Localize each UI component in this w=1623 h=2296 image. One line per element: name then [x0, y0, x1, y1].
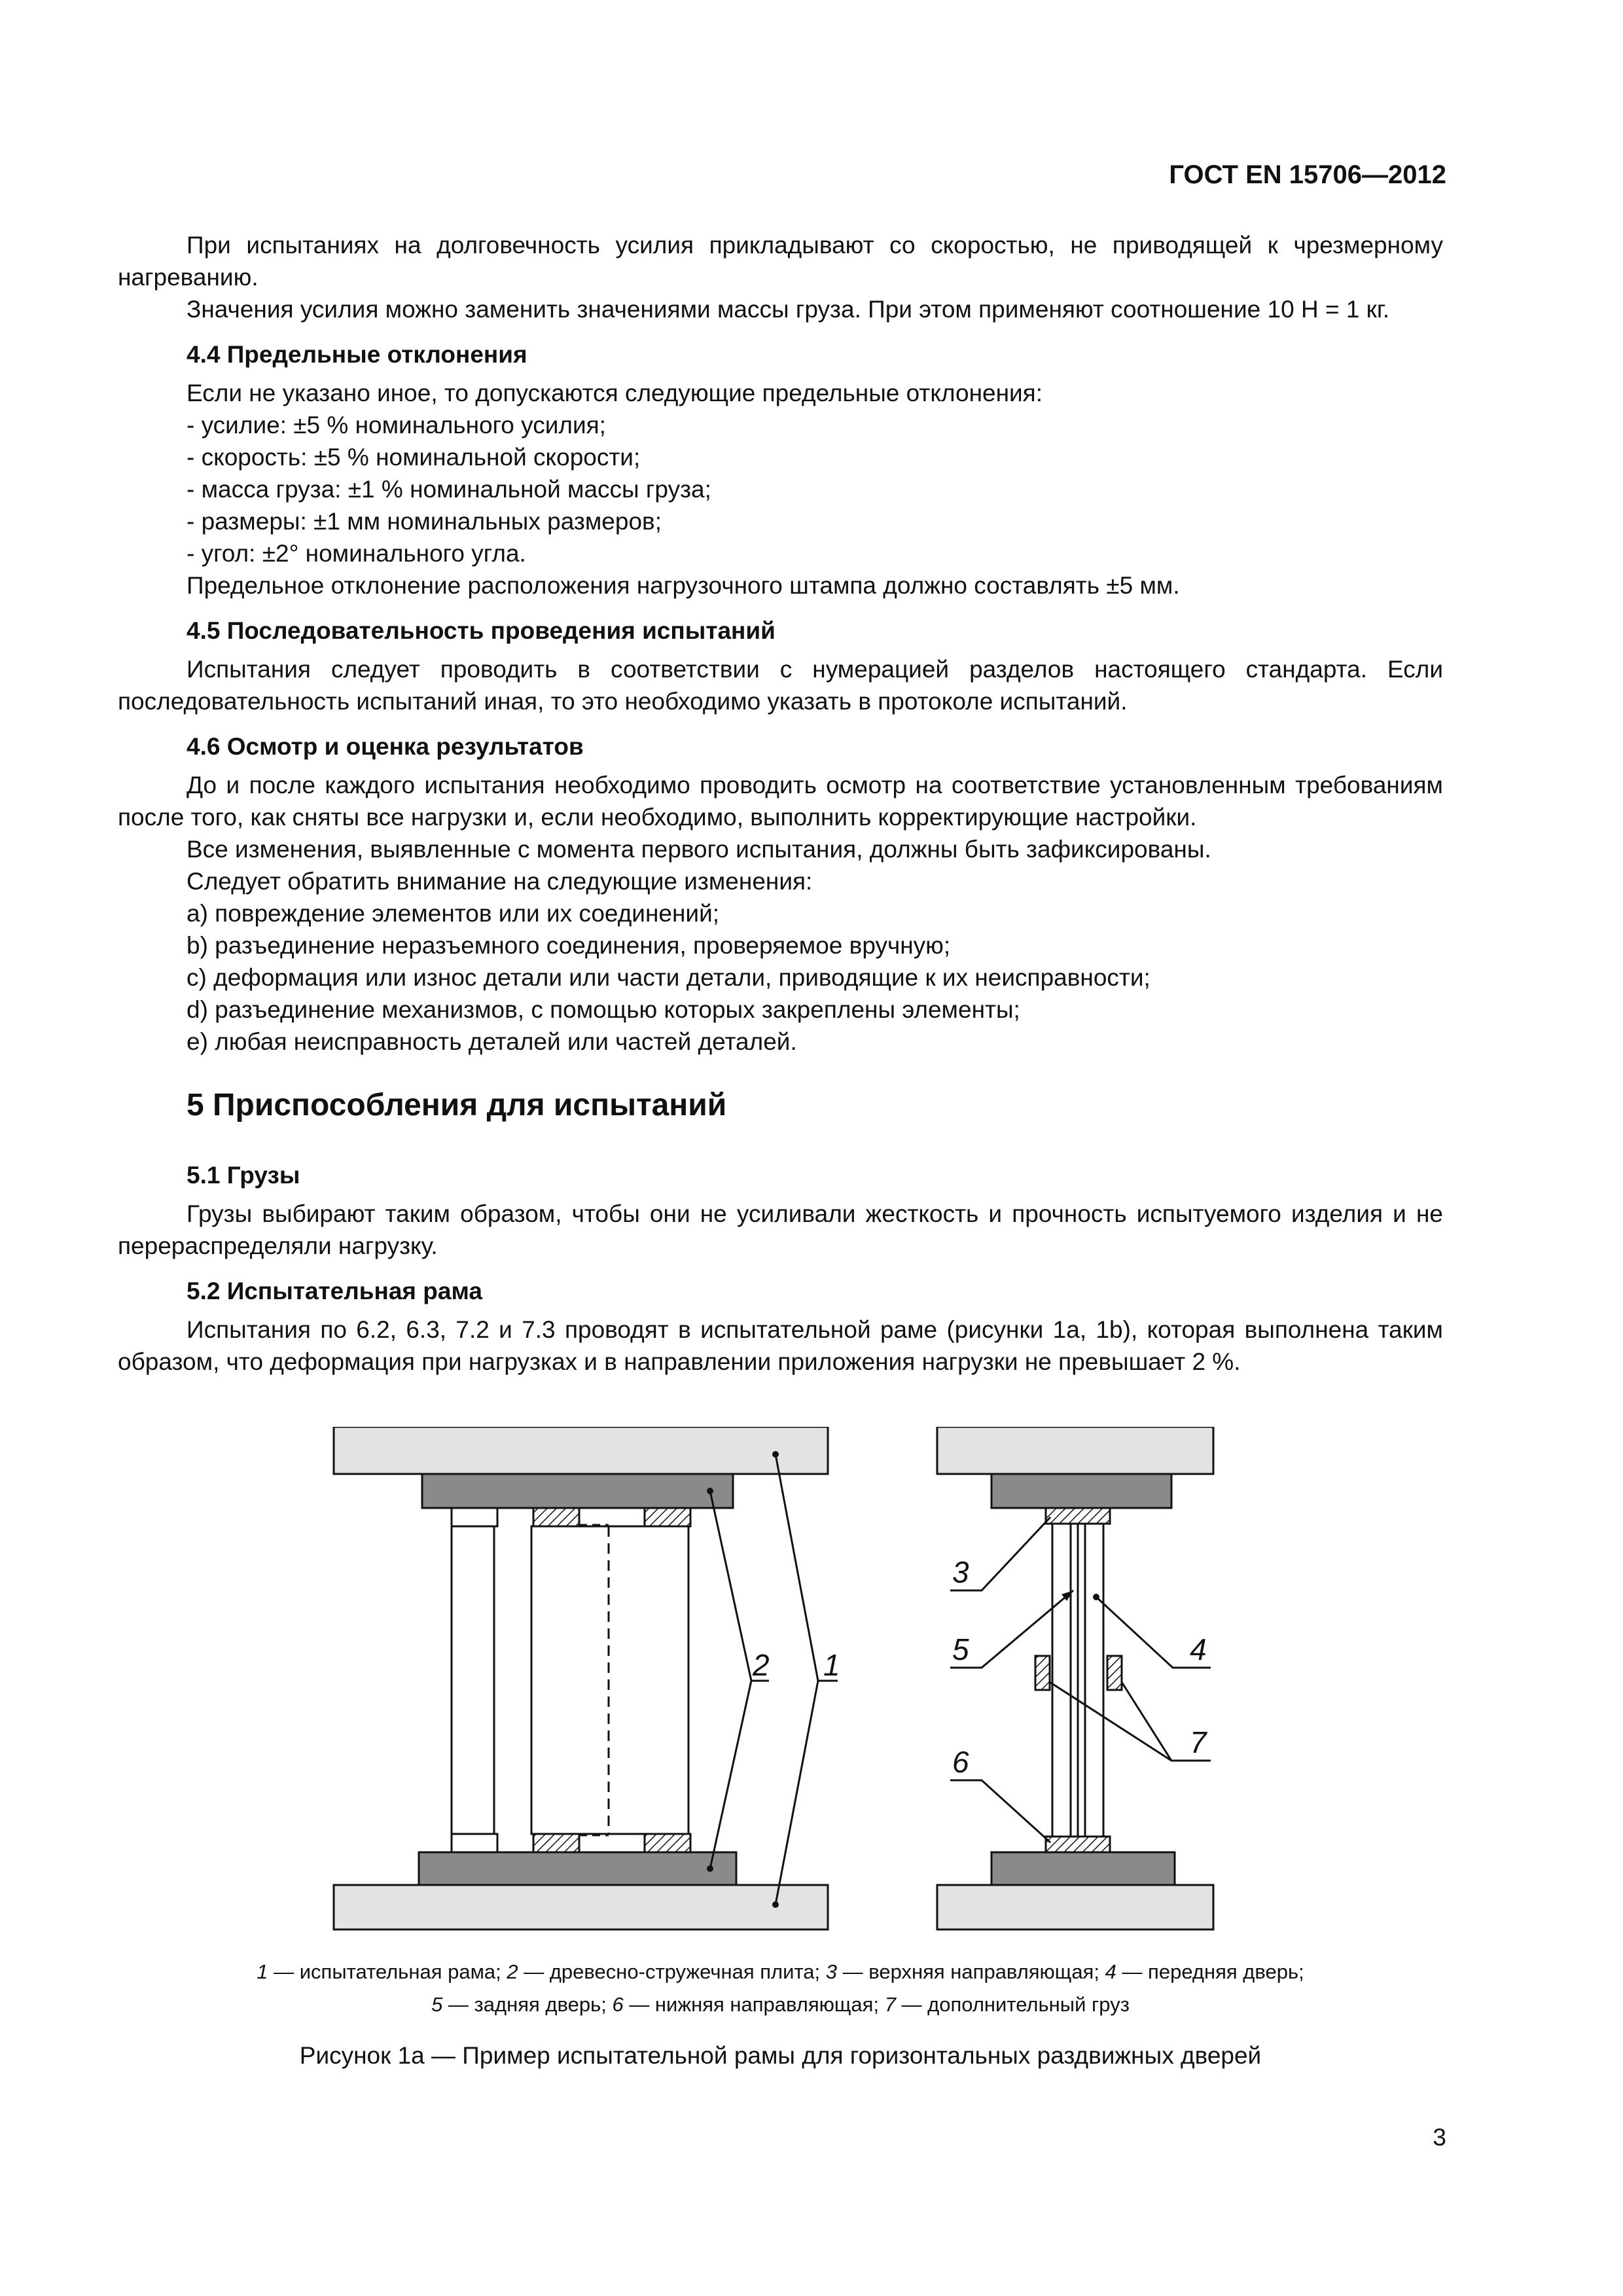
figure-label-1: 1: [823, 1648, 840, 1682]
list-item: - скорость: ±5 % номинальной скорости;: [187, 444, 641, 471]
guide-bottom-hatched: [533, 1834, 579, 1852]
list-item: c) деформация или износ детали или части детали, приводящие к их неисправности;: [187, 964, 1150, 991]
board-bottom-left: [419, 1852, 736, 1885]
list-item: d) разъединение механизмов, с помощью которых закреплены элементы;: [187, 996, 1020, 1023]
paragraph: Предельное отклонение расположения нагрузочного штампа должно составлять ±5 мм.: [187, 572, 1180, 599]
board-top-right: [991, 1474, 1171, 1508]
frame-top-left: [334, 1427, 828, 1474]
list-item: - размеры: ±1 мм номинальных размеров;: [187, 508, 662, 535]
figure-label-6: 6: [952, 1745, 969, 1779]
paragraph: Значения усилия можно заменить значениями массы груза. При этом применяют соотношение 10 Н = 1 кг.: [187, 296, 1390, 323]
paragraph: Испытания по 6.2, 6.3, 7.2 и 7.3 проводят в испытательной раме (рисунки 1а, 1b), которая выполнена таким образом, что деформация при нагрузках и в направлении приложения нагрузки не превышает 2 %.: [118, 1316, 1443, 1375]
paragraph: Следует обратить внимание на следующие изменения:: [187, 868, 813, 895]
list-item: e) любая неисправность деталей или частей деталей.: [187, 1028, 797, 1055]
guide-bottom-block: [452, 1834, 497, 1852]
figure-label-5: 5: [952, 1632, 969, 1666]
board-bottom-right: [991, 1852, 1175, 1885]
legend-num: 1: [257, 1960, 268, 1983]
frame-top-right: [937, 1427, 1213, 1474]
section-heading-4-5: 4.5 Последовательность проведения испытаний: [187, 617, 776, 644]
figure-label-2: 2: [753, 1648, 770, 1682]
extra-weight-right: [1107, 1656, 1122, 1690]
section-heading-5-2: 5.2 Испытательная рама: [187, 1278, 482, 1304]
paragraph: Испытания следует проводить в соответствии с нумерацией разделов настоящего стандарта. Если последовательность испытаний иная, то это необходимо указать в протоколе испытаний.: [118, 656, 1443, 715]
extra-weight-left: [1035, 1656, 1050, 1690]
page-number: 3: [1433, 2124, 1446, 2151]
paragraph: Все изменения, выявленные с момента первого испытания, должны быть зафиксированы.: [187, 836, 1211, 863]
list-item: - угол: ±2° номинального угла.: [187, 540, 526, 567]
figure-label-4: 4: [1190, 1632, 1207, 1666]
paragraph: При испытаниях на долговечность усилия прикладывают со скоростью, не приводящей к чрезмерному нагреванию.: [118, 232, 1443, 291]
board-top-left: [422, 1474, 733, 1508]
list-item: - усилие: ±5 % номинального усилия;: [187, 412, 606, 439]
guide-top-hatched: [533, 1508, 579, 1526]
paragraph: Грузы выбирают таким образом, чтобы они не усиливали жесткость и прочность испытуемого изделия и не перераспределяли нагрузку.: [118, 1200, 1443, 1259]
guide-top-hatched: [645, 1508, 690, 1526]
figure-legend: 1 — испытательная рама; 2 — древесно-стружечная плита; 3 — верхняя направляющая; 4 — передняя дверь; 5 — задняя дверь; 6 — нижняя направляющая; 7 — дополнительный груз: [257, 1960, 1304, 2016]
door-back-right: [1052, 1524, 1071, 1837]
test-frame-figure: [327, 1427, 1224, 1931]
section-heading-5-1: 5.1 Грузы: [187, 1162, 300, 1189]
frame-bottom-left: [334, 1885, 828, 1929]
section-heading-5: 5 Приспособления для испытаний: [187, 1088, 727, 1122]
figure-label-3: 3: [952, 1555, 969, 1589]
list-item: b) разъединение неразъемного соединения, проверяемое вручную;: [187, 932, 951, 959]
guide-top-block: [452, 1508, 497, 1526]
paragraph: До и после каждого испытания необходимо проводить осмотр на соответствие установленным требованиям после того, как сняты все нагрузки и, если необходимо, выполнить корректирующие настройки.: [118, 772, 1443, 831]
frame-bottom-right: [937, 1885, 1213, 1929]
upper-guide: [1046, 1508, 1110, 1524]
door-front-left: [452, 1526, 494, 1834]
list-item: - масса груза: ±1 % номинальной массы груза;: [187, 476, 711, 503]
guide-bottom-hatched: [645, 1834, 690, 1852]
document-body: [118, 229, 1443, 1378]
door-front-right: [1085, 1524, 1103, 1837]
figure-caption: Рисунок 1а — Пример испытательной рамы для горизонтальных раздвижных дверей: [299, 2042, 1262, 2069]
list-item: a) повреждение элементов или их соединений;: [187, 900, 720, 927]
section-heading-4-6: 4.6 Осмотр и оценка результатов: [187, 733, 584, 760]
door-back-left: [531, 1526, 688, 1834]
paragraph: Если не указано иное, то допускаются следующие предельные отклонения:: [187, 380, 1043, 406]
document-id: ГОСТ EN 15706—2012: [1169, 160, 1446, 189]
section-heading-4-4: 4.4 Предельные отклонения: [187, 341, 527, 368]
figure-label-7: 7: [1190, 1725, 1207, 1759]
lower-guide: [1046, 1837, 1110, 1852]
